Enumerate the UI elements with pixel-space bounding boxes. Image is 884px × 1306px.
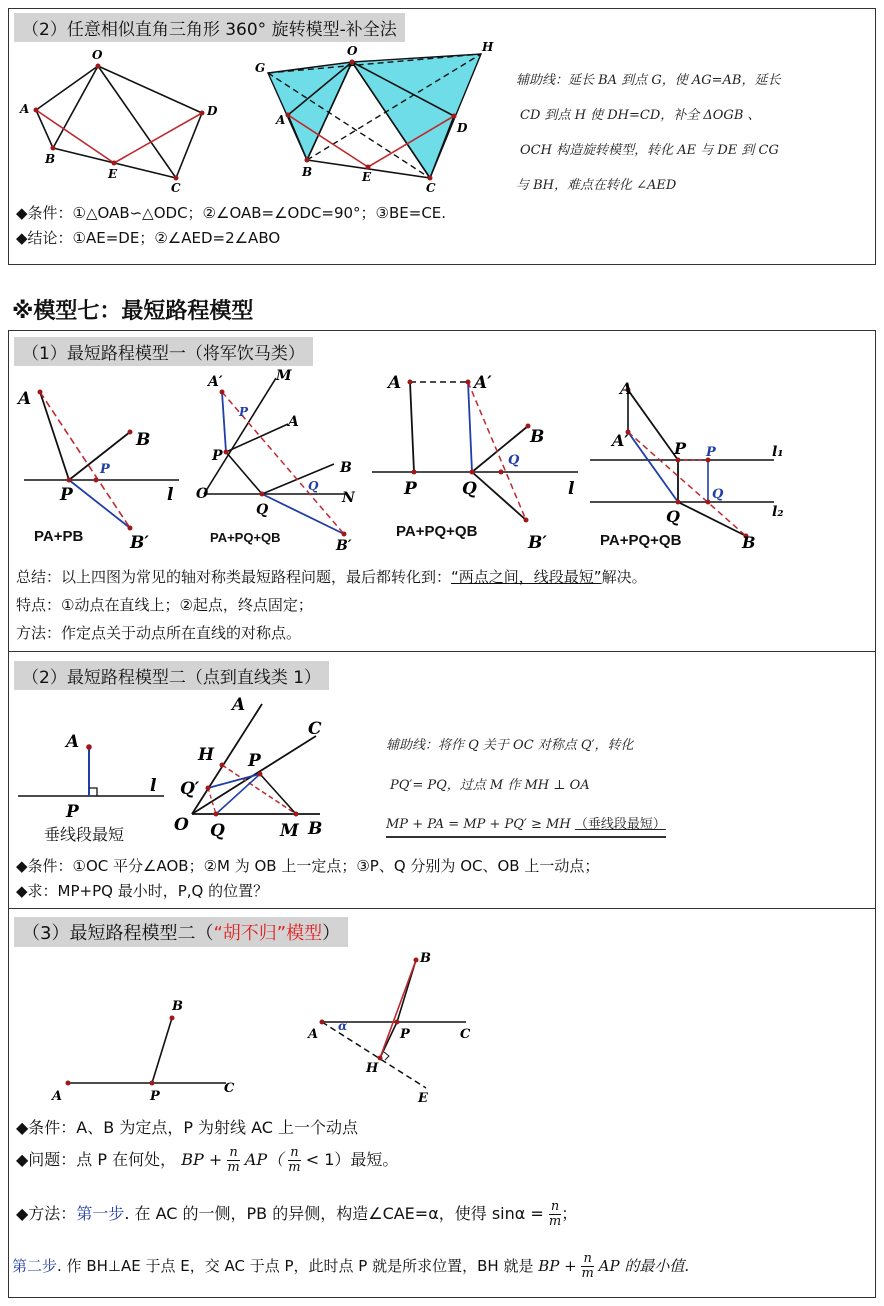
m3-step2-end: AP 的最小值. (598, 1257, 690, 1275)
label-E: E (108, 167, 118, 181)
frac4-n: n (583, 1251, 592, 1266)
frac-n: n (229, 1145, 238, 1160)
frac3-n: n (550, 1199, 560, 1214)
fig4-caption: PA+PQ+QB (600, 532, 682, 549)
fig4-label-P: P (674, 439, 687, 458)
label-D2: D (457, 121, 468, 135)
m3b-label-P: P (400, 1027, 410, 1042)
fig4-label-Pmove: P (706, 445, 716, 460)
m3-step2-text: . 作 BH⊥AE 于点 E，交 AC 于点 P，此时点 P 就是所求位置，BH 就是 (57, 1257, 534, 1275)
m2-aux-line-2: PQ′= PQ，过点 M 作 MH ⊥ OA (390, 778, 590, 793)
fig2-caption: PA+PQ+QB (210, 530, 281, 545)
fig3-caption: PA+PQ+QB (396, 523, 478, 540)
hubugui-figure-simple (44, 996, 254, 1106)
rotation-figure-left (20, 45, 230, 195)
m2-aux-inequality: MP + PA = MP + PQ′ ≥ MH (386, 817, 571, 832)
m2-question: ◆求：MP+PQ 最小时，P,Q 的位置？ (16, 882, 269, 900)
m3-step1-label: 第一步 (76, 1204, 125, 1223)
label-E2: E (362, 170, 372, 184)
general-horse-figure-2 (196, 368, 368, 554)
m3-question-suffix: < 1）最短。 (305, 1150, 399, 1169)
bis-label-M: M (280, 821, 299, 841)
m3-method-step2 (12, 1252, 689, 1281)
model-seven-heading: ※模型七：最短路程模型 (12, 299, 254, 324)
summary-key-phrase: “两点之间，线段最短” (451, 568, 602, 586)
label-H: H (482, 40, 494, 54)
fig3-label-A: A (388, 373, 402, 393)
fig1-label-A: A (18, 389, 32, 409)
m3-step1-text: . 在 AC 的一侧，PB 的异侧，构造∠CAE=α，使得 sinα = (124, 1204, 544, 1223)
fig4-label-Qmove: Q (712, 487, 724, 502)
fig3-label-Qmove: Q (508, 453, 520, 468)
bis-label-P: P (248, 751, 261, 771)
m3-question-fraction (227, 1146, 239, 1175)
fig3-label-Ap: A′ (474, 373, 492, 393)
fig3-label-P: P (404, 479, 417, 499)
m3-tag-suffix: ） (322, 923, 341, 944)
fig2-label-Bp: B′ (336, 538, 352, 554)
hubugui-figure-construction (300, 950, 480, 1106)
fig1-label-B: B (136, 430, 151, 450)
frac4-m: m (581, 1266, 594, 1281)
m2-aux-line-3 (386, 813, 666, 838)
angle-bisector-figure (170, 690, 345, 850)
aux-line-3: OCH 构造旋转模型，转化 AE 与 DE 到 CG (520, 143, 779, 158)
fig2-label-B: B (340, 460, 352, 476)
bis-label-Q: Q (210, 821, 225, 841)
perp-label-l: l (150, 776, 157, 796)
label-D: D (207, 104, 218, 118)
m3b-label-E: E (418, 1091, 428, 1106)
m3-question (16, 1146, 398, 1175)
label-C: C (171, 181, 181, 195)
m3b-label-B: B (420, 951, 431, 966)
fig2-label-N: N (342, 490, 355, 506)
m3-method-prefix: ◆方法： (16, 1204, 77, 1223)
frac2-n: n (290, 1145, 299, 1160)
fig2-label-Ap: A′ (208, 374, 223, 390)
label-A: A (20, 102, 30, 116)
m3b-label-alpha: α (338, 1019, 348, 1033)
bis-label-B: B (308, 819, 323, 839)
m3b-label-H: H (366, 1061, 379, 1076)
frac-m: m (227, 1160, 240, 1175)
perpendicular-figure (14, 725, 174, 825)
m2-aux-note: （垂线段最短） (574, 817, 666, 832)
rotation-conclusion: ◆结论：①AE=DE；②∠AED=2∠ABO (16, 229, 281, 247)
fig1-label-l: l (167, 485, 174, 505)
fig2-label-Qmove: Q (308, 479, 319, 493)
frac3-m: m (548, 1214, 562, 1229)
fig2-label-M: M (276, 368, 292, 384)
m3-question-prefix: ◆问题：点 P 在何处， (16, 1150, 177, 1169)
general-horse-figure-4 (588, 376, 788, 552)
label-O: O (92, 48, 103, 62)
m3a-label-B: B (172, 999, 183, 1014)
shortest-path-2-tag: （2）最短路程模型二（点到直线类 1） (14, 661, 329, 690)
fig1-label-P: P (60, 485, 73, 505)
frac2-m: m (288, 1160, 301, 1175)
m3-tag-highlight: “胡不归”模型 (213, 923, 323, 944)
m3a-label-P: P (150, 1089, 160, 1104)
label-G: G (255, 61, 266, 75)
m3-question-fraction-2 (288, 1146, 300, 1175)
label-C2: C (426, 181, 436, 195)
shortest-path-1-summary (16, 566, 647, 587)
shortest-path-3-tag (14, 917, 348, 947)
bis-label-O: O (174, 815, 189, 835)
fig2-label-O: O (196, 486, 209, 502)
aux-line-4: 与 BH，难点在转化 ∠AED (516, 178, 677, 193)
shortest-path-1-method: 方法：作定点关于动点所在直线的对称点。 (16, 624, 302, 642)
m3-step2-label: 第二步 (12, 1257, 58, 1275)
m3a-label-C: C (224, 1081, 235, 1096)
fig2-label-Q: Q (256, 502, 269, 518)
label-B2: B (302, 165, 313, 179)
shortest-path-1-tag: （1）最短路程模型一（将军饮马类） (14, 337, 313, 366)
summary-suffix: 解决。 (601, 568, 647, 586)
perpendicular-caption: 垂线段最短 (44, 825, 125, 844)
label-B: B (45, 152, 56, 166)
shortest-path-1-feature: 特点：①动点在直线上；②起点，终点固定； (16, 596, 313, 614)
section-rotation-tag: （2）任意相似直角三角形 360° 旋转模型-补全法 (14, 13, 405, 42)
fig3-label-l: l (568, 479, 575, 499)
m3-question-ap: AP（ (244, 1150, 284, 1169)
m3-step1-fraction (549, 1200, 561, 1229)
label-A2: A (276, 113, 286, 127)
bis-label-A: A (232, 695, 246, 715)
m3-conditions: ◆条件：A、B 为定点，P 为射线 AC 上一个动点 (16, 1118, 359, 1137)
fig3-label-Q: Q (462, 479, 477, 499)
fig4-label-l1: l₁ (772, 444, 784, 460)
m3b-label-C: C (460, 1027, 471, 1042)
m3-step1-end: ； (561, 1204, 578, 1223)
m3-step2-bp: BP + (538, 1257, 577, 1275)
fig4-label-A: A (620, 379, 633, 398)
m3-tag-prefix: （3）最短路程模型二（ (22, 923, 214, 944)
m3a-label-A: A (52, 1089, 63, 1104)
label-O2: O (347, 44, 358, 58)
fig4-label-l2: l₂ (772, 504, 784, 520)
m3b-label-A: A (308, 1027, 319, 1042)
m3-question-bp: BP + (181, 1150, 223, 1169)
fig4-label-Ap: A′ (612, 431, 629, 450)
fig2-label-A: A (288, 414, 299, 430)
aux-line-1: 辅助线：延长 BA 到点 G，使 AG=AB，延长 (516, 73, 781, 88)
rotation-figure-right (250, 40, 500, 200)
bis-label-H: H (198, 745, 215, 765)
m2-aux-line-1: 辅助线：将作 Q 关于 OC 对称点 Q′，转化 (386, 738, 634, 753)
fig3-label-B: B (530, 427, 545, 447)
bis-label-Qp: Q′ (180, 779, 200, 799)
perp-label-A: A (66, 732, 80, 752)
fig2-label-Pmove: P (239, 405, 249, 419)
fig1-caption: PA+PB (34, 528, 84, 545)
m3-step2-fraction (581, 1252, 593, 1281)
fig3-label-Bp: B′ (528, 533, 547, 553)
fig4-label-B: B (742, 533, 756, 552)
bis-label-C: C (308, 719, 322, 739)
m3-method-step1 (16, 1200, 577, 1229)
summary-prefix: 总结：以上四图为常见的轴对称类最短路程问题，最后都转化到： (16, 568, 452, 586)
fig1-label-Pmove: P (100, 462, 110, 477)
rotation-conditions: ◆条件：①△OAB∽△ODC；②∠OAB=∠ODC=90°；③BE=CE. (16, 204, 447, 222)
fig2-label-P: P (212, 448, 223, 464)
fig4-label-Q: Q (666, 507, 680, 526)
m2-conditions: ◆条件：①OC 平分∠AOB；②M 为 OB 上一定点；③P、Q 分别为 OC、OB 上一动点； (16, 857, 600, 875)
general-horse-figure-1 (14, 370, 189, 553)
aux-line-2: CD 到点 H 使 DH=CD，补全 ΔOGB 、 (520, 108, 761, 123)
perp-label-P: P (66, 802, 79, 822)
fig1-label-Bp: B′ (130, 533, 149, 553)
